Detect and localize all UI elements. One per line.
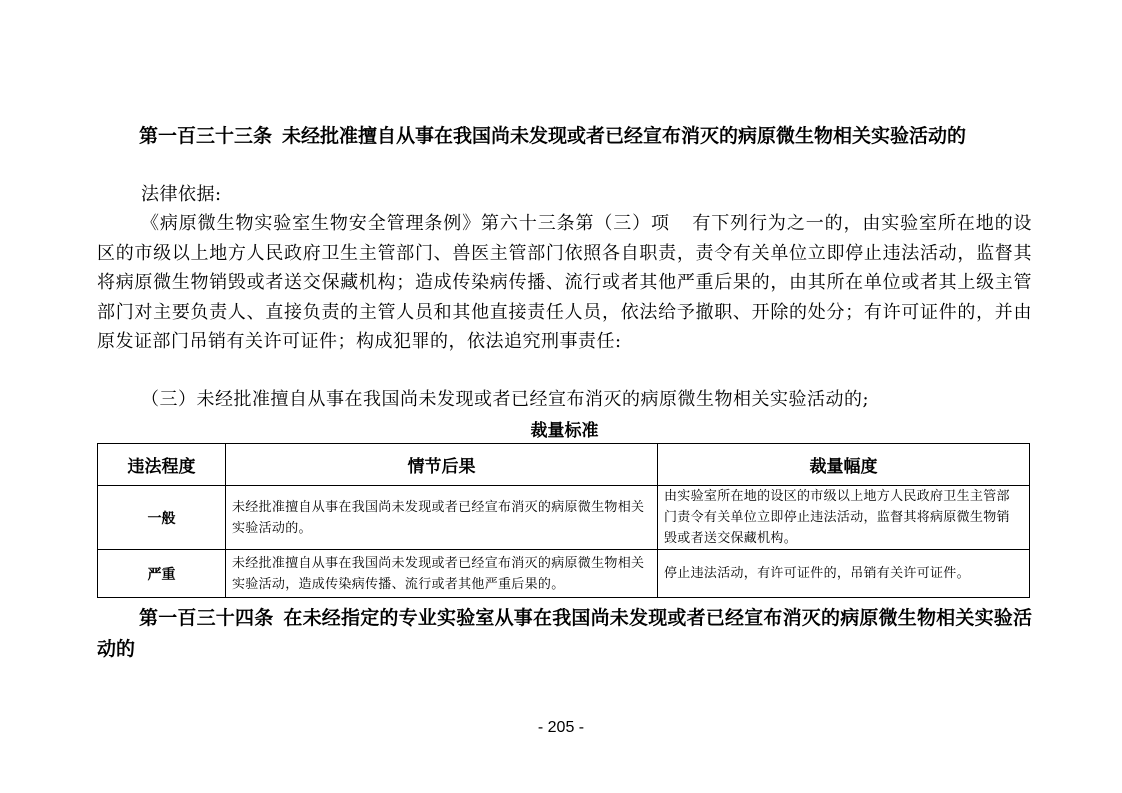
article-134-heading — [97, 603, 1032, 665]
level-cell: 严重 — [98, 550, 226, 598]
page-number: - 205 - — [537, 719, 585, 736]
header-penalty-range: 裁量幅度 — [658, 444, 1030, 486]
header-circumstance: 情节后果 — [226, 444, 658, 486]
table-row — [98, 550, 1030, 598]
article-133-title: 未经批准擅自从事在我国尚未发现或者已经宣布消灭的病原微生物相关实验活动的 — [282, 125, 967, 147]
circumstance-cell: 未经批准擅自从事在我国尚未发现或者已经宣布消灭的病原微生物相关实验活动的。 — [226, 486, 658, 550]
discretion-standard-table — [97, 443, 1030, 598]
table-row — [98, 486, 1030, 550]
penalty-cell: 停止违法活动，有许可证件的，吊销有关许可证件。 — [658, 550, 1030, 598]
article-133-heading — [97, 121, 1032, 152]
legal-basis-item: （三）未经批准擅自从事在我国尚未发现或者已经宣布消灭的病原微生物相关实验活动的; — [141, 389, 870, 410]
article-134-number: 第一百三十四条 — [139, 607, 274, 629]
penalty-cell: 由实验室所在地的设区的市级以上地方人民政府卫生主管部门责令有关单位立即停止违法活动，监督其将病原微生物销毁或者送交保藏机构。 — [658, 486, 1030, 550]
table-header-row — [98, 444, 1030, 486]
legal-basis-label: 法律依据: — [141, 184, 222, 205]
level-cell: 一般 — [98, 486, 226, 550]
article-134-title: 在未经指定的专业实验室从事在我国尚未发现或者已经宣布消灭的病原微生物相关实验活动的 — [97, 607, 1032, 660]
legal-basis-source: 《病原微生物实验室生物安全管理条例》第六十三条第（三）项 — [141, 213, 670, 234]
header-violation-level: 违法程度 — [98, 444, 226, 486]
legal-basis-paragraph — [97, 209, 1032, 357]
article-133-number: 第一百三十三条 — [139, 125, 273, 147]
table-caption: 裁量标准 — [530, 421, 599, 441]
circumstance-cell: 未经批准擅自从事在我国尚未发现或者已经宣布消灭的病原微生物相关实验活动，造成传染病传播、流行或者其他严重后果的。 — [226, 550, 658, 598]
legal-basis-provision: 有下列行为之一的，由实验室所在地的设区的市级以上地方人民政府卫生主管部门、兽医主管部门依照各自职责，责令有关单位立即停止违法活动，监督其将病原微生物销毁或者送交保藏机构；造成传染病传播、流行或者其他严重后果的，由其所在单位或者其上级主管部门对主要负责人、直接负责的主管人员和其他直接责任人员，依法给予撤职、开除的处分；有许可证件的，并由原发证部门吊销有关许可证件；构成犯罪的，依法追究刑事责任: — [97, 213, 1033, 352]
